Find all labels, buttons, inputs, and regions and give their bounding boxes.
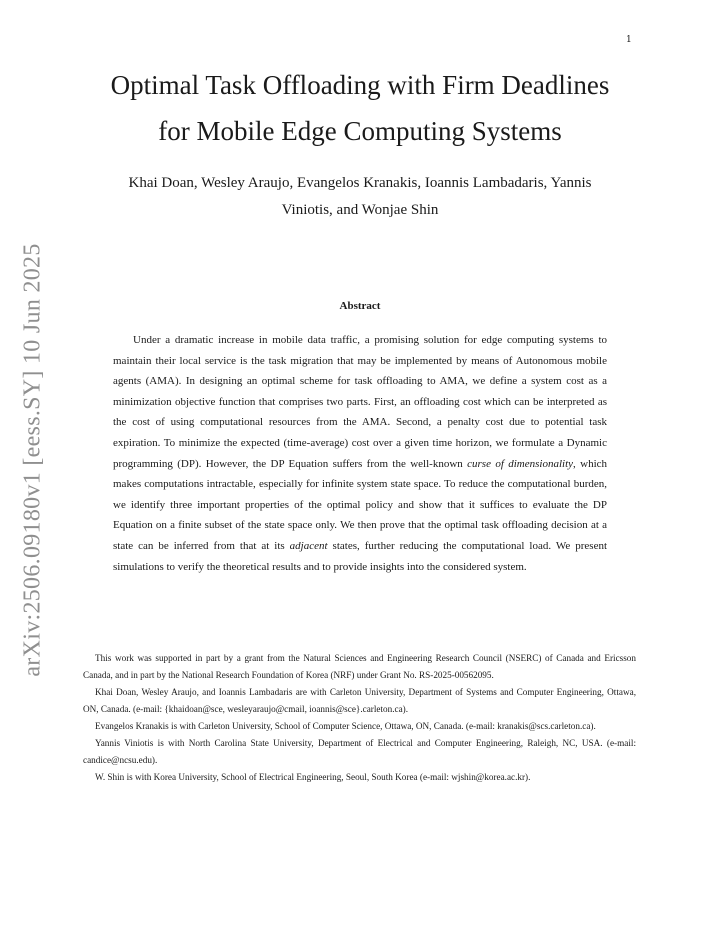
author-list [80, 170, 640, 224]
footnote-affiliation-korea: W. Shin is with Korea University, School of Electrical Engineering, Seoul, South Korea (e-mail: wjshin@korea.ac.kr). [95, 772, 531, 782]
abstract-emphasis-curse: curse of dimensionality [467, 457, 574, 470]
authors-line-1: Khai Doan, Wesley Araujo, Evangelos Kranakis, Ioannis Lambadaris, Yannis [128, 175, 592, 191]
title-line-1: Optimal Task Offloading with Firm Deadlines [110, 70, 610, 100]
page-number: 1 [626, 35, 632, 45]
abstract-part-2: , which makes computations intractable, especially for infinite system state space. To reduce the computational burden, we identify three important properties of the optimal policy and show that it suffices to evaluate the DP Equation on a finite subset of the state space only. We then prove that the optimal task offloading decision at a state can be inferred from that at its [113, 457, 608, 552]
authors-line-2: Viniotis, and Wonjae Shin [281, 202, 439, 218]
abstract-part-3: states, further reducing the computational load. We present simulations to verify the theoretical results and to provide insights into the considered system. [113, 539, 608, 573]
footnote-affiliation-carleton-scs: Evangelos Kranakis is with Carleton University, School of Computer Science, Ottawa, ON, Canada. (e-mail: kranakis@scs.carleton.ca). [95, 721, 596, 731]
footnote-funding: This work was supported in part by a grant from the Natural Sciences and Engineering Research Council (NSERC) of Canada and Ericsson Canada, and in part by the National Research Foundation of Korea (NRF) under Grant No. RS-2025-00562095. [83, 653, 636, 680]
footnotes [83, 650, 636, 786]
abstract-heading: Abstract [339, 300, 381, 312]
abstract-emphasis-adjacent: adjacent [289, 539, 328, 552]
footnote-affiliation-carleton-sce: Khai Doan, Wesley Araujo, and Ioannis Lambadaris are with Carleton University, Department of Systems and Computer Engineering, Ottawa, ON, Canada. (e-mail: {khaidoan@sce, wesleyaraujo@cmail, ioannis@sce}.carleton.ca). [83, 687, 636, 714]
title-line-2: for Mobile Edge Computing Systems [158, 116, 562, 146]
paper-title [80, 62, 640, 154]
footnote-affiliation-ncsu: Yannis Viniotis is with North Carolina State University, Department of Electrical and Computer Engineering, Raleigh, NC, USA. (e-mail: candice@ncsu.edu). [83, 738, 636, 765]
abstract-part-1: Under a dramatic increase in mobile data traffic, a promising solution for edge computing systems to maintain their local service is the task migration that may be implemented by means of Autonomous mobile agents (AMA). In designing an optimal scheme for task offloading to AMA, we define a system cost as a minimization objective function that comprises two parts. First, an offloading cost which can be interpreted as the cost of using computational resources from the AMA. Second, a penalty cost due to potential task expiration. To minimize the expected (time-average) cost over a given time horizon, we formulate a Dynamic programming (DP). However, the DP Equation suffers from the well-known [113, 334, 607, 470]
arxiv-identifier: arXiv:2506.09180v1 [eess.SY] 10 Jun 2025 [19, 243, 46, 677]
abstract-text [113, 330, 607, 577]
